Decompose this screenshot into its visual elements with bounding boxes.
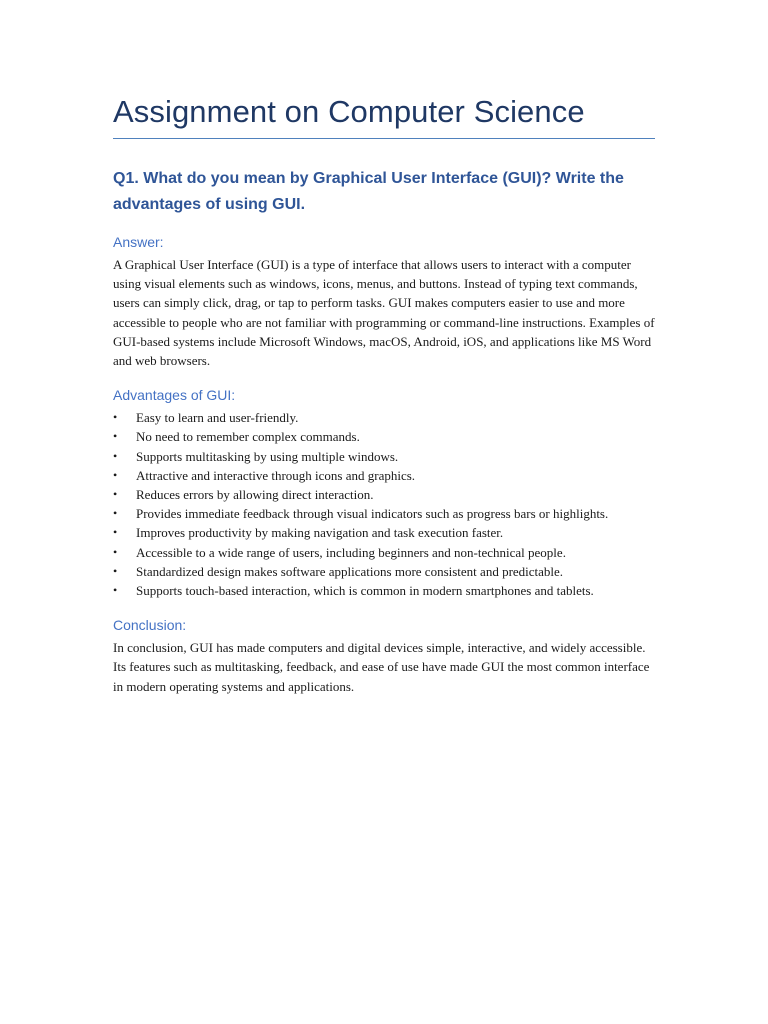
list-item-text: Standardized design makes software applications more consistent and predictable. [136,563,564,579]
title-underline [113,138,655,139]
list-item [113,523,655,542]
advantages-heading: Advantages of GUI: [113,387,236,404]
list-item [113,447,655,466]
list-item-text: Improves productivity by making navigation and task execution faster. [136,525,504,541]
bullet-icon: • [113,429,118,444]
advantages-list [113,408,655,600]
list-item-text: Provides immediate feedback through visual indicators such as progress bars or highlights. [136,506,609,522]
list-item [113,581,655,600]
bullet-icon: • [113,506,118,521]
bullet-icon: • [113,583,118,598]
list-item-text: Supports multitasking by using multiple windows. [136,448,399,464]
document-title: Assignment on Computer Science [113,94,585,129]
list-item-text: Attractive and interactive through icons and graphics. [136,467,416,483]
list-item [113,562,655,581]
list-item-text: Supports touch-based interaction, which is common in modern smartphones and tablets. [136,583,594,599]
bullet-icon: • [113,487,118,502]
bullet-icon: • [113,448,118,463]
list-item [113,485,655,504]
bullet-icon: • [113,467,118,482]
list-item [113,466,655,485]
answer-heading: Answer: [113,234,164,250]
bullet-icon: • [113,563,118,578]
list-item [113,427,655,446]
conclusion-heading: Conclusion: [113,617,187,634]
conclusion-paragraph: In conclusion, GUI has made computers and digital devices simple, interactive, and widely accessible. Its features such as multitasking, feedback, and ease of use have made GUI the most common interface in modern operating systems and applications. [113,640,650,694]
list-item-text: Reduces errors by allowing direct interaction. [136,487,374,503]
question-heading: Q1. What do you mean by Graphical User Interface (GUI)? Write the advantages of using GUI. [113,170,624,213]
bullet-icon: • [113,410,118,425]
bullet-icon: • [113,525,118,540]
list-item [113,504,655,523]
document-body [113,92,655,696]
list-item-text: Easy to learn and user-friendly. [136,410,299,426]
list-item [113,408,655,427]
bullet-icon: • [113,544,118,559]
answer-paragraph: A Graphical User Interface (GUI) is a type of interface that allows users to interact with a computer using visual elements such as windows, icons, menus, and buttons. Instead of typing text commands, users can simply click, drag, or tap to perform tasks. GUI makes computers easier to use and more accessible to people who are not familiar with programming or command-line instructions. Examples of GUI-based systems include Microsoft Windows, macOS, Android, iOS, and applications like MS Word and web browsers. [113,257,655,369]
list-item-text: No need to remember complex commands. [136,429,360,445]
list-item-text: Accessible to a wide range of users, including beginners and non-technical people. [136,544,566,560]
list-item [113,543,655,562]
